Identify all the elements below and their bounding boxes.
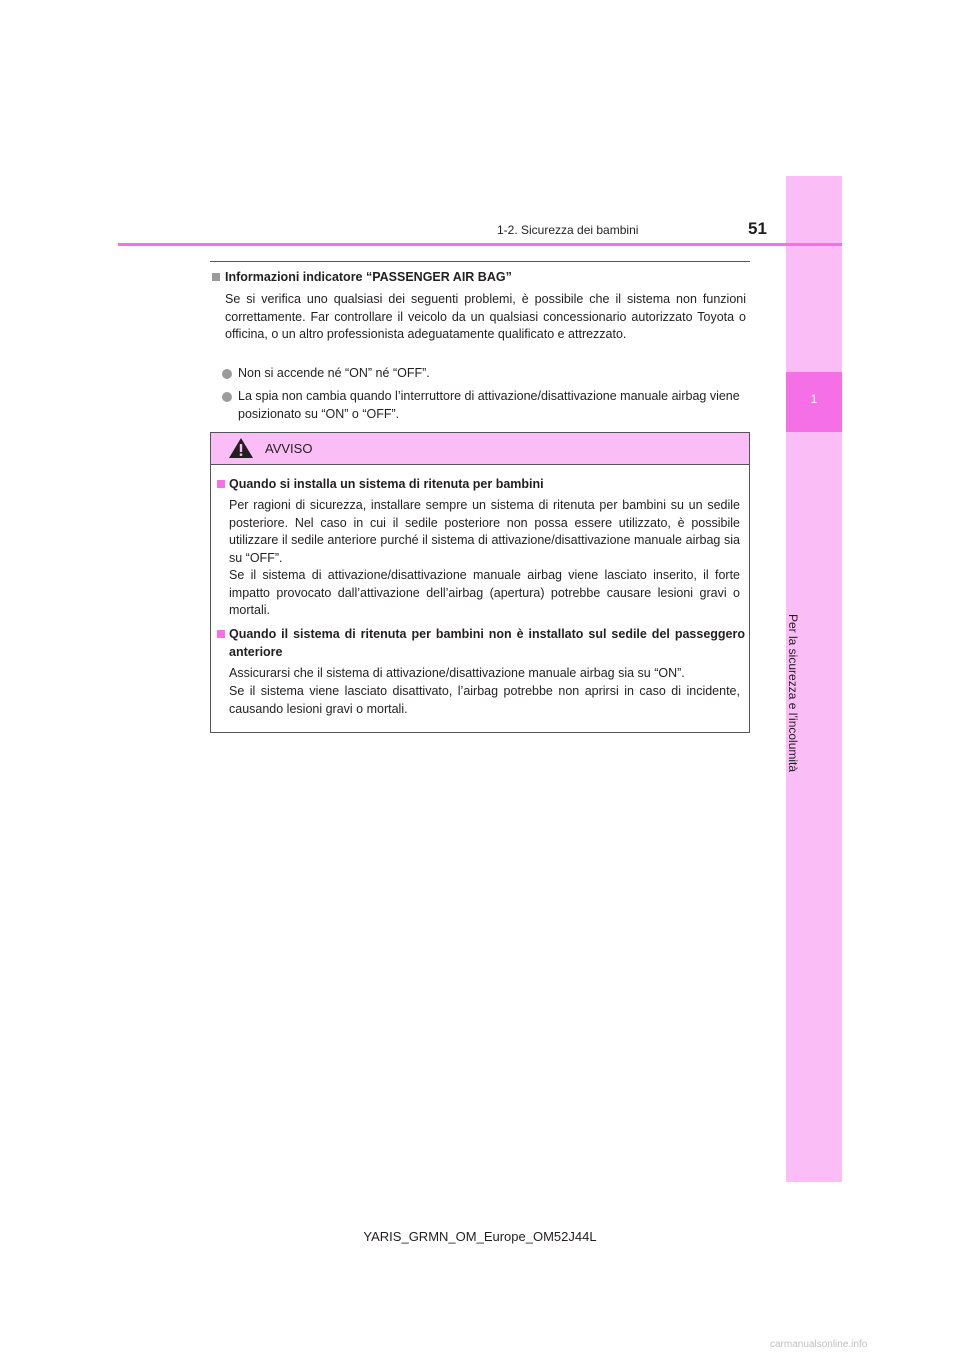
warning-header [211, 433, 749, 465]
chapter-number: 1 [810, 392, 818, 406]
list-item-text: Non si accende né “ON” né “OFF”. [238, 366, 430, 380]
header-rule [118, 243, 842, 246]
warning-section-heading-text: Quando si installa un sistema di ritenuta per bambini [229, 477, 544, 491]
warning-paragraph: Se il sistema viene lasciato disattivato, l’airbag potrebbe non aprirsi in caso di incidente, causando lesioni gravi o mortali. [229, 684, 740, 716]
warning-paragraph: Per ragioni di sicurezza, installare sempre un sistema di ritenuta per bambini su un sedile posteriore. Nel caso in cui il sedile posteriore non possa essere utilizzato, è possibile utilizzare il sedile anteriore purché il sistema di attivazione/disattivazione manuale airbag sia su “OFF”. [229, 498, 740, 565]
round-bullet-icon [222, 369, 232, 379]
warning-section-heading-text: Quando il sistema di ritenuta per bambini non è installato sul sedile del passeggero anteriore [229, 627, 745, 659]
list-item [222, 365, 750, 383]
square-bullet-icon [217, 630, 225, 638]
page-number: 51 [748, 219, 767, 238]
warning-title: AVVISO [265, 441, 313, 456]
warning-section-heading [217, 476, 745, 494]
warning-paragraph: Se il sistema di attivazione/disattivazione manuale airbag viene lasciato inserito, il forte impatto provocato dall’attivazione dell’airbag (apertura) potrebbe causare lesioni gravi o mortali. [229, 568, 740, 617]
warning-box [210, 432, 750, 733]
warning-section-heading [217, 626, 745, 661]
document-code: YARIS_GRMN_OM_Europe_OM52J44L [363, 1229, 597, 1244]
content-rule [210, 261, 750, 262]
warning-triangle-icon [228, 437, 254, 459]
intro-paragraph: Se si verifica uno qualsiasi dei seguenti problemi, è possibile che il sistema non funzioni correttamente. Far controllare il veicolo da un qualsiasi concessionario autorizzato Toyota o officina, o un altro professionista adeguatamente qualificato e attrezzato. [225, 292, 746, 341]
square-bullet-icon [217, 480, 225, 488]
list-item-text: La spia non cambia quando l’interruttore di attivazione/disattivazione manuale airbag viene posizionato su “ON” o “OFF”. [238, 389, 740, 421]
section-heading [212, 270, 512, 284]
list-item [222, 388, 750, 423]
round-bullet-icon [222, 392, 232, 402]
section-heading-text: Informazioni indicatore “PASSENGER AIR BAG” [225, 270, 512, 284]
section-title: 1-2. Sicurezza dei bambini [497, 223, 639, 237]
warning-paragraph: Assicurarsi che il sistema di attivazione/disattivazione manuale airbag sia su “ON”. [229, 666, 685, 680]
square-bullet-icon [212, 273, 220, 281]
watermark: carmanualsonline.info [770, 1339, 868, 1350]
chapter-title: Per la sicurezza e l’incolumità [786, 614, 800, 773]
